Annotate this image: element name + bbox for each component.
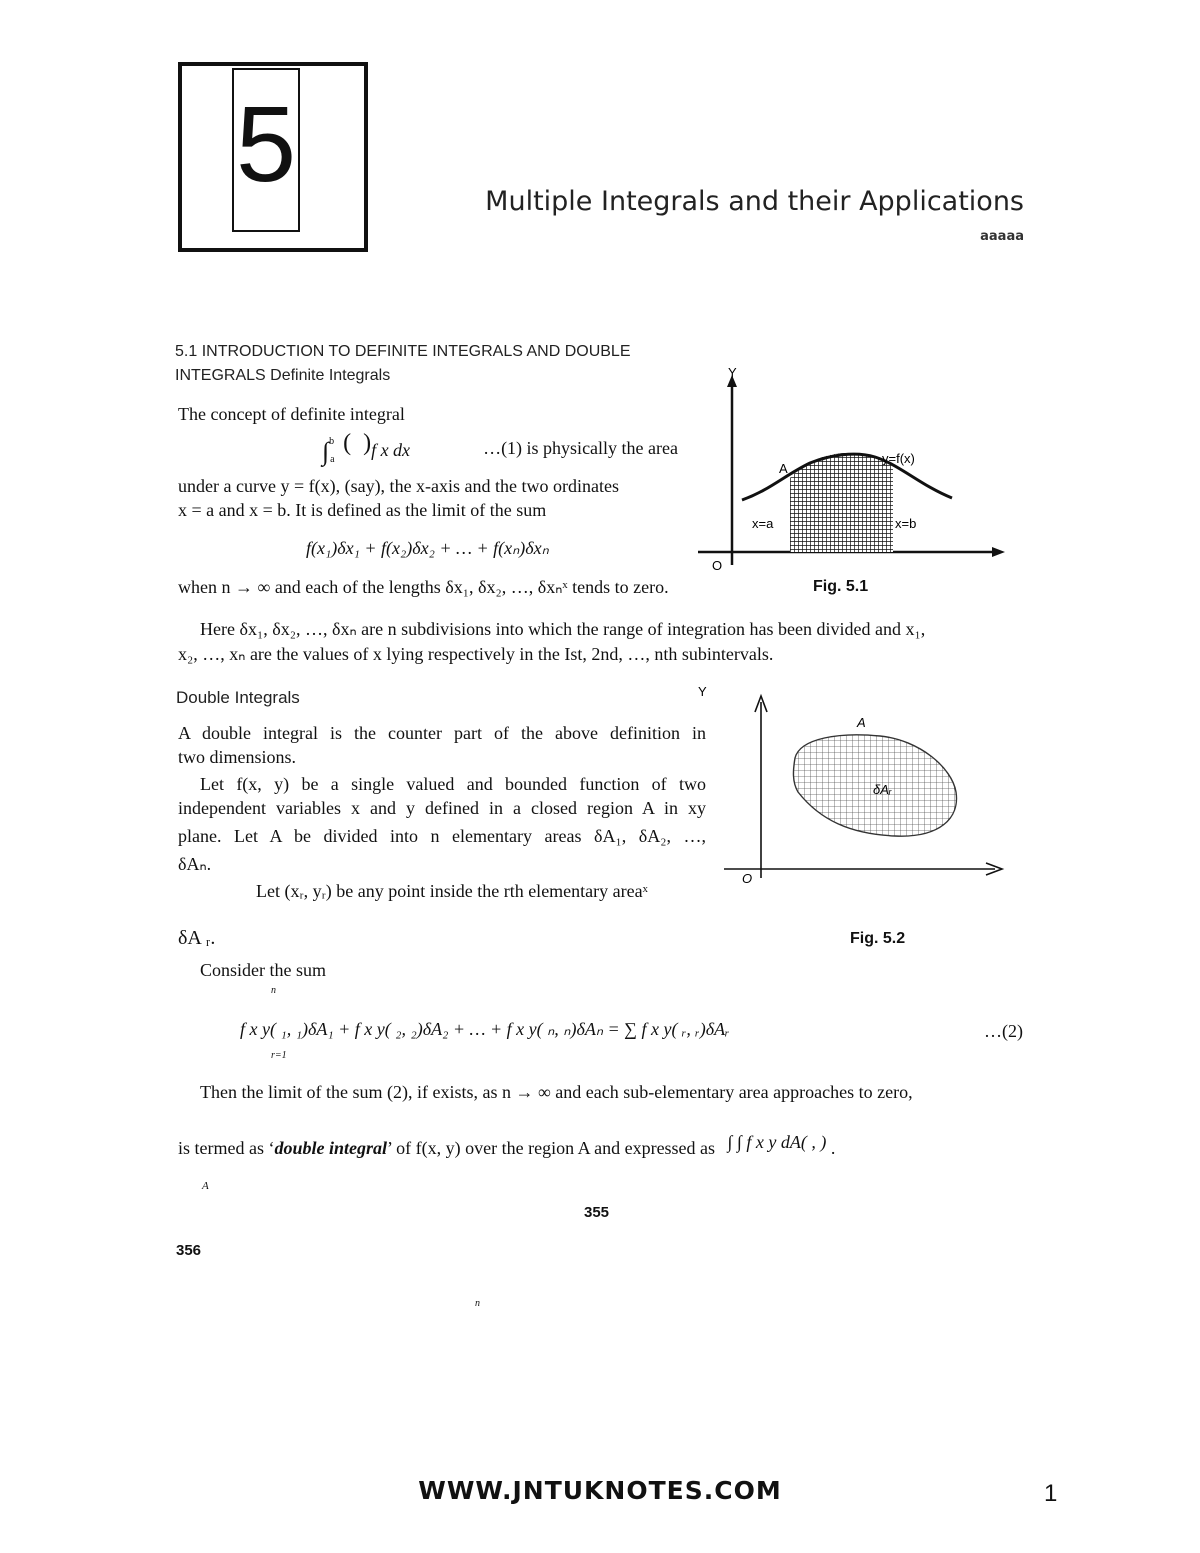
fig2-dar-label: δAᵣ [873,782,892,797]
here-line2: x₂, …, xₙ are the values of x lying respectively in the Ist, 2nd, …, nth subintervals. [178,644,774,664]
double-p1-line2: two dimensions. [178,747,297,767]
consider-line: Consider the sum [200,960,326,980]
page-number-356: 356 [176,1242,202,1259]
fig1-a-label: A [779,461,788,476]
definite-integral-line: ∫$^b_a$ ( )f x dx …(1) is physically the area [322,430,678,466]
double-p2-line1: Let f(x, y) be a single valued and bounded function of two [200,774,706,794]
page-number: 1 [1044,1480,1058,1507]
fig1-xa-label: x=a [752,516,774,531]
sum-upper-limit: n [271,985,276,996]
definite-intro: The concept of definite integral [178,404,405,424]
chapter-number: 5 [236,83,297,204]
chapter-subtitle: aaaaa [980,229,1024,244]
sum-lower-limit: r=1 [271,1050,287,1061]
double-p2-line3: plane. Let A be divided into n elementary areas δA₁, δA₂, …, [178,826,706,846]
fig1-xb-label: x=b [895,516,917,531]
here-line1: Here δx₁, δx₂, …, δxₙ are n subdivisions into which the range of integration has been divided and x₁, [200,619,926,639]
integral-subscript: A [202,1180,209,1192]
double-heading: Double Integrals [176,688,300,707]
fig2-y-label: Y [698,684,707,699]
then-line: Then the limit of the sum (2), if exists, as n → ∞ and each sub-elementary area approaches to zero, [200,1082,913,1102]
section-heading: 5.1 INTRODUCTION TO DEFINITE INTEGRALS AND DOUBLE INTEGRALS Definite Integrals [175,343,631,384]
footer-website[interactable]: WWW.JNTUKNOTES.COM [418,1476,782,1505]
fig2-graph [690,680,1010,890]
double-p3: Let (xᵣ, yᵣ) be any point inside the rth elementary areaˣ [256,881,648,901]
fig1-graph [690,365,1010,575]
double-p2-line4: δAₙ. [178,854,212,874]
equation-number: …(2) [984,1021,1023,1041]
stray-n: n [475,1298,480,1309]
double-sum-formula: f x y( ₁, ₁)δA₁ + f x y( ₂, ₂)δA₂ + … + f x y( ₙ, ₙ)δAₙ = ∑ f x y( ᵣ, ᵣ)δAᵣ [240,1019,730,1039]
termed-line: is termed as ‘double integral’ of f(x, y) over the region A and expressed as ∫ ∫ f x y dA( , ) . [178,1132,836,1158]
definite-line3: x = a and x = b. It is defined as the limit of the sum [178,500,547,520]
fig2-caption: Fig. 5.2 [850,930,906,947]
definite-when-line: when n → ∞ and each of the lengths δx₁, δx₂, …, δxₙˣ tends to zero. [178,577,669,597]
fig1-origin: O [712,558,723,573]
page-number-355: 355 [584,1204,610,1221]
definite-sum-formula: f(x₁)δx₁ + f(x₂)δx₂ + … + f(xₙ)δxₙ [306,538,549,558]
fig1-curve-label: y=f(x) [882,451,915,466]
double-p3-tail: δA ᵣ. [178,927,216,949]
fig2-a-label: A [857,715,866,730]
fig1-y-label: Y [728,365,737,380]
fig1-x-arrow [992,547,1005,557]
fig1-shaded-area [790,453,893,552]
fig2-origin: O [742,871,753,886]
definite-line2: under a curve y = f(x), (say), the x-axis and the two ordinates [178,476,619,496]
double-p1-line1: A double integral is the counter part of the above definition in [178,723,706,743]
double-p2-line2: independent variables x and y defined in a closed region A in xy [178,798,706,818]
chapter-title: Multiple Integrals and their Applications [485,186,1024,217]
fig1-caption: Fig. 5.1 [813,578,869,595]
